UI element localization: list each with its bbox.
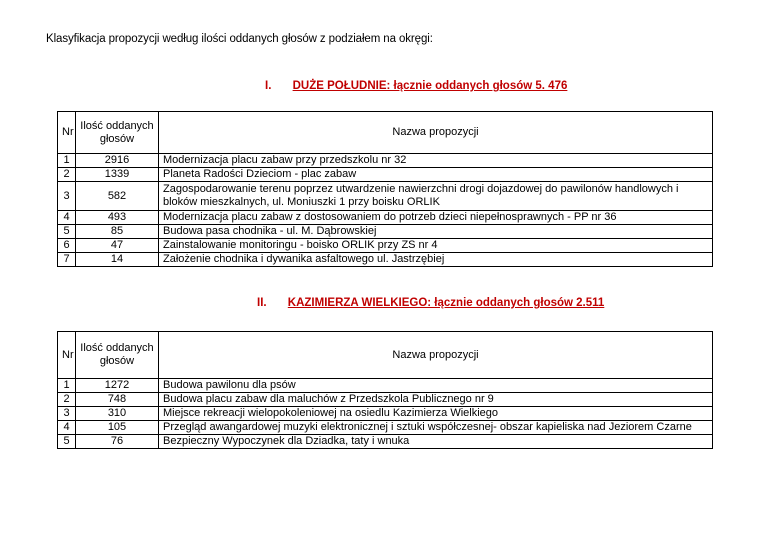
row-nr: 4 <box>58 211 76 225</box>
row-name: Przegląd awangardowej muzyki elektronicznej i sztuki współczesnej- obszar kapieliska nad Jeziorem Czarne <box>159 421 713 435</box>
header-name: Nazwa propozycji <box>159 332 713 379</box>
row-nr: 5 <box>58 225 76 239</box>
row-name: Założenie chodnika i dywanika asfaltowego ul. Jastrzębiej <box>159 253 713 267</box>
section-2-number: II. <box>257 297 267 309</box>
row-name: Budowa pasa chodnika - ul. M. Dąbrowskiej <box>159 225 713 239</box>
row-votes: 1272 <box>76 379 159 393</box>
header-name: Nazwa propozycji <box>159 112 713 154</box>
row-name: Miejsce rekreacji wielopokoleniowej na osiedlu Kazimierza Wielkiego <box>159 407 713 421</box>
row-nr: 3 <box>58 407 76 421</box>
section-1-heading: DUŻE POŁUDNIE: łącznie oddanych głosów 5. 476 <box>292 80 568 92</box>
section-1-title <box>265 80 567 92</box>
row-nr: 6 <box>58 239 76 253</box>
row-nr: 2 <box>58 393 76 407</box>
row-votes: 14 <box>76 253 159 267</box>
table-row <box>58 239 713 253</box>
table-row <box>58 154 713 168</box>
table-row <box>58 225 713 239</box>
table-row <box>58 168 713 182</box>
row-nr: 1 <box>58 154 76 168</box>
section-2-table <box>57 331 713 449</box>
row-name: Bezpieczny Wypoczynek dla Dziadka, taty i wnuka <box>159 435 713 449</box>
row-nr: 3 <box>58 182 76 211</box>
table-row <box>58 253 713 267</box>
section-1-number: I. <box>265 80 272 92</box>
row-votes: 47 <box>76 239 159 253</box>
table-row <box>58 393 713 407</box>
table-row <box>58 211 713 225</box>
row-name: Modernizacja placu zabaw z dostosowaniem do potrzeb dzieci niepełnosprawnych - PP nr 36 <box>159 211 713 225</box>
table-row <box>58 379 713 393</box>
section-2-heading: KAZIMIERZA WIELKIEGO: łącznie oddanych głosów 2.511 <box>287 297 605 309</box>
header-nr: Nr <box>58 332 76 379</box>
row-name: Budowa pawilonu dla psów <box>159 379 713 393</box>
document-intro: Klasyfikacja propozycji według ilości oddanych głosów z podziałem na okręgi: <box>46 33 433 45</box>
row-votes: 85 <box>76 225 159 239</box>
row-votes: 2916 <box>76 154 159 168</box>
row-name: Planeta Radości Dzieciom - plac zabaw <box>159 168 713 182</box>
section-2-title <box>257 297 604 309</box>
row-name: Modernizacja placu zabaw przy przedszkolu nr 32 <box>159 154 713 168</box>
row-votes: 1339 <box>76 168 159 182</box>
row-votes: 310 <box>76 407 159 421</box>
row-votes: 105 <box>76 421 159 435</box>
table-row <box>58 421 713 435</box>
table-row <box>58 407 713 421</box>
row-name: Budowa placu zabaw dla maluchów z Przedszkola Publicznego nr 9 <box>159 393 713 407</box>
header-votes: Ilość oddanych głosów <box>76 112 159 154</box>
row-name: Zagospodarowanie terenu poprzez utwardzenie nawierzchni drogi dojazdowej do pawilonów handlowych i bloków mieszkalnych, ul. Moniuszki 1 przy boisku ORLIK <box>159 182 713 211</box>
header-votes: Ilość oddanych głosów <box>76 332 159 379</box>
table-row <box>58 182 713 211</box>
header-nr: Nr <box>58 112 76 154</box>
row-nr: 4 <box>58 421 76 435</box>
table-row <box>58 435 713 449</box>
section-1-table <box>57 111 713 267</box>
row-nr: 2 <box>58 168 76 182</box>
row-votes: 748 <box>76 393 159 407</box>
row-nr: 7 <box>58 253 76 267</box>
row-nr: 1 <box>58 379 76 393</box>
row-votes: 76 <box>76 435 159 449</box>
row-votes: 582 <box>76 182 159 211</box>
row-votes: 493 <box>76 211 159 225</box>
row-name: Zainstalowanie monitoringu - boisko ORLIK przy ZS nr 4 <box>159 239 713 253</box>
row-nr: 5 <box>58 435 76 449</box>
